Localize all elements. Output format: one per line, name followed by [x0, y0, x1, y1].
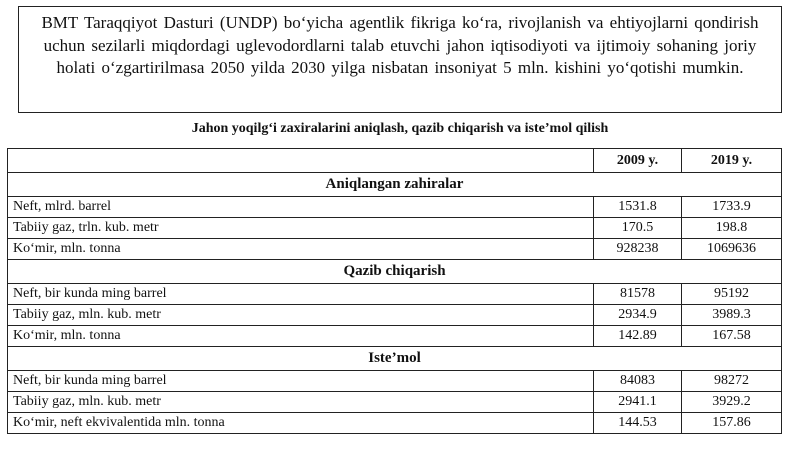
table-row	[8, 392, 782, 413]
section-title: Qazib chiqarish	[8, 260, 782, 284]
section-row	[8, 260, 782, 284]
value-2019: 98272	[682, 371, 782, 392]
section-title: Aniqlangan zahiralar	[8, 173, 782, 197]
value-2019: 95192	[682, 284, 782, 305]
table-row	[8, 197, 782, 218]
intro-text-box	[18, 6, 782, 113]
row-label: Ko‘mir, mln. tonna	[8, 239, 594, 260]
table-row	[8, 371, 782, 392]
table-row	[8, 326, 782, 347]
row-label: Neft, mlrd. barrel	[8, 197, 594, 218]
table-row	[8, 239, 782, 260]
row-label: Tabiiy gaz, trln. kub. metr	[8, 218, 594, 239]
row-label: Ko‘mir, neft ekvivalentida mln. tonna	[8, 413, 594, 434]
row-label: Ko‘mir, mln. tonna	[8, 326, 594, 347]
value-2009: 2941.1	[594, 392, 682, 413]
header-empty-cell	[8, 149, 594, 173]
header-2009: 2009 y.	[594, 149, 682, 173]
value-2019: 167.58	[682, 326, 782, 347]
value-2019: 198.8	[682, 218, 782, 239]
section-row	[8, 347, 782, 371]
header-2019: 2019 y.	[682, 149, 782, 173]
table-row	[8, 284, 782, 305]
row-label: Tabiiy gaz, mln. kub. metr	[8, 392, 594, 413]
section-title: Iste’mol	[8, 347, 782, 371]
table-header-row	[8, 149, 782, 173]
row-label: Neft, bir kunda ming barrel	[8, 284, 594, 305]
table-title: Jahon yoqilg‘i zaxiralarini aniqlash, qazib chiqarish va iste’mol qilish	[191, 121, 609, 136]
value-2019: 1069636	[682, 239, 782, 260]
value-2019: 1733.9	[682, 197, 782, 218]
value-2019: 3989.3	[682, 305, 782, 326]
value-2009: 928238	[594, 239, 682, 260]
row-label: Tabiiy gaz, mln. kub. metr	[8, 305, 594, 326]
section-row	[8, 173, 782, 197]
value-2009: 2934.9	[594, 305, 682, 326]
value-2009: 144.53	[594, 413, 682, 434]
value-2009: 81578	[594, 284, 682, 305]
intro-text: BMT Taraqqiyot Dasturi (UNDP) bo‘yicha agentlik fikriga ko‘ra, rivojlanish va ehtiyojlarni qondirish uchun sezilarli miqdordagi uglevodordlarni talab etuvchi jahon iqtisodiyoti va ijtimoiy sohaning joriy holati o‘zgartirilmasa 2050 yilda 2030 yilga nisbatan insoniyat 5 mln. kishini yo‘qotishi mumkin.	[41, 13, 759, 77]
fuel-table	[7, 148, 782, 434]
table-row	[8, 305, 782, 326]
table-row	[8, 218, 782, 239]
value-2009: 170.5	[594, 218, 682, 239]
value-2009: 142.89	[594, 326, 682, 347]
table-row	[8, 413, 782, 434]
value-2019: 3929.2	[682, 392, 782, 413]
value-2009: 84083	[594, 371, 682, 392]
row-label: Neft, bir kunda ming barrel	[8, 371, 594, 392]
value-2019: 157.86	[682, 413, 782, 434]
value-2009: 1531.8	[594, 197, 682, 218]
